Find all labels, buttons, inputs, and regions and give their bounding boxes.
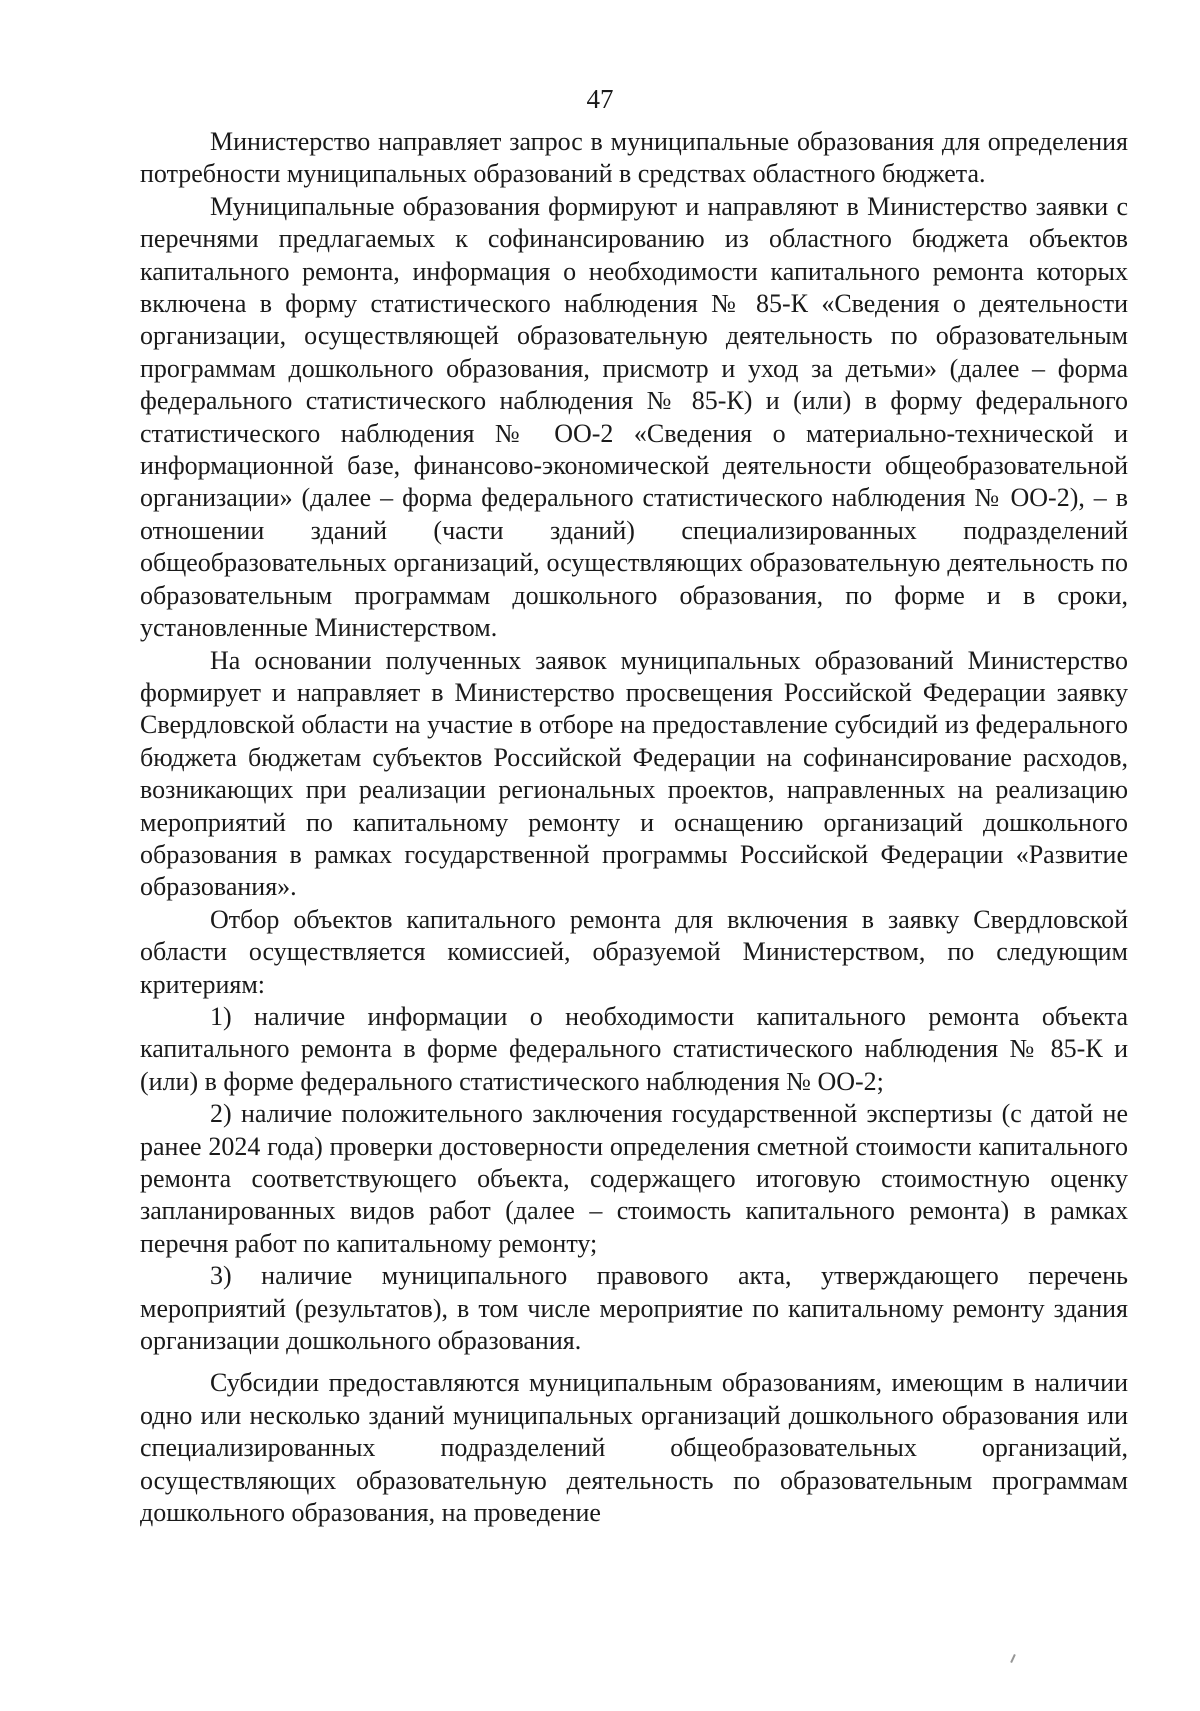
paragraph-selection-criteria: Отбор объектов капитального ремонта для включения в заявку Свердловской области осуществляется комиссией, образуемой Министерством, по следующим критериям: <box>140 904 1128 999</box>
paragraph-applications: Муниципальные образования формируют и направляют в Министерство заявки с перечнями предлагаемых к софинансированию из областного бюджета объектов капитального ремонта, информация о необходимости капитального ремонта которых включена в форму статистического наблюдения № 85-К «Сведения о деятельности организации, осуществляющей образовательную деятельность по образовательным программам дошкольного образования, присмотр и уход за детьми» (далее – форма федерального статистического наблюдения № 85-К) и (или) в форму федерального статистического наблюдения № ОО-2 «Сведения о материально-технической и информационной базе, финансово-экономической деятельности общеобразовательной организации» (далее – форма федерального статистического наблюдения № ОО-2), – в отношении зданий (части зданий) специализированных подразделений общеобразовательных организаций, осуществляющих образовательную деятельность по образовательным программам дошкольного образования, по форме и в сроки, установленные Министерством. <box>140 191 1128 643</box>
list-item-criterion-2: 2) наличие положительного заключения государственной экспертизы (с датой не ранее 2024 года) проверки достоверности определения сметной стоимости капитального ремонта соответствующего объекта, содержащего итоговую стоимостную оценку запланированных видов работ (далее – стоимость капитального ремонта) в рамках перечня работ по капитальному ремонту; <box>140 1099 1128 1258</box>
paragraph-request: Министерство направляет запрос в муниципальные образования для определения потребности муниципальных образований в средствах областного бюджета. <box>140 127 1128 189</box>
scan-speck <box>1010 1654 1016 1663</box>
list-item-criterion-3: 3) наличие муниципального правового акта, утверждающего перечень мероприятий (результатов), в том числе мероприятие по капитальному ремонту здания организации дошкольного образования. <box>140 1261 1128 1356</box>
list-item-criterion-1: 1) наличие информации о необходимости капитального ремонта объекта капитального ремонта в форме федерального статистического наблюдения № 85-К и (или) в форме федерального статистического наблюдения № ОО-2; <box>140 1001 1128 1096</box>
paragraph-subsidies: Субсидии предоставляются муниципальным образованиям, имеющим в наличии одно или несколько зданий муниципальных организаций дошкольного образования или специализированных подразделений общеобразовательных организаций, осуществляющих образовательную деятельность по образовательным программам дошкольного образования, на проведение <box>140 1368 1128 1528</box>
page-number: 47 <box>586 84 614 114</box>
paragraph-federal-application: На основании полученных заявок муниципальных образований Министерство формирует и направляет в Министерство просвещения Российской Федерации заявку Свердловской области на участие в отборе на предоставление субсидий из федерального бюджета бюджетам субъектов Российской Федерации на софинансирование расходов, возникающих при реализации региональных проектов, направленных на реализацию мероприятий по капитальному ремонту и оснащению организаций дошкольного образования в рамках государственной программы Российской Федерации «Развитие образования». <box>140 645 1128 902</box>
document-body <box>140 126 1128 1529</box>
